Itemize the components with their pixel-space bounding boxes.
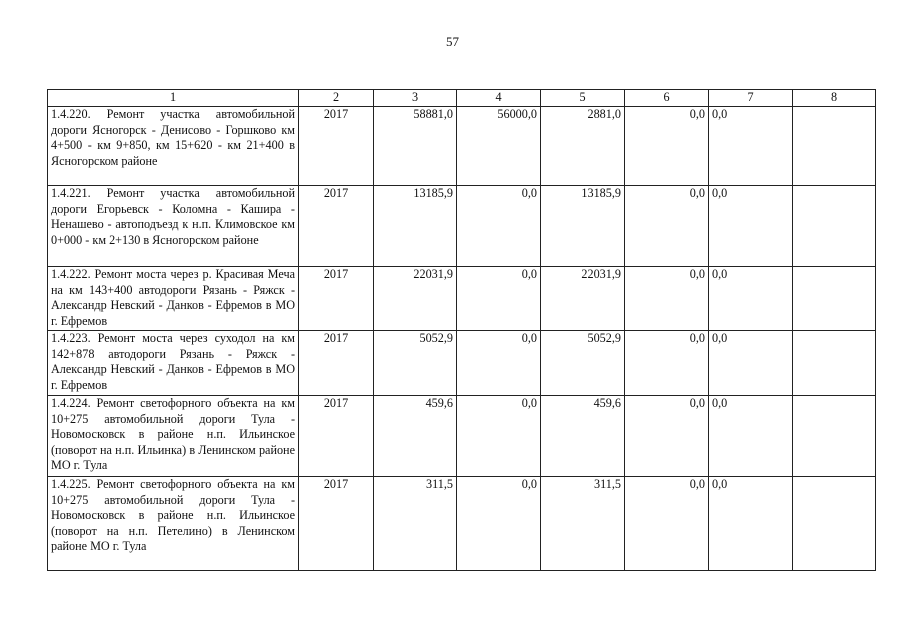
row-description: 1.4.222. Ремонт моста через р. Красивая Меча на км 143+400 автодороги Рязань - Ряжск - Александр Невский - Данков - Ефремов в МО г. Ефремов <box>48 267 299 331</box>
column-header: 6 <box>625 90 709 107</box>
row-value-col3: 5052,9 <box>374 331 457 396</box>
row-value-col6: 0,0 <box>625 331 709 396</box>
row-year: 2017 <box>299 267 374 331</box>
row-value-col8 <box>793 186 876 267</box>
row-value-col5: 459,6 <box>541 396 625 477</box>
row-value-col5: 2881,0 <box>541 107 625 186</box>
row-value-col8 <box>793 331 876 396</box>
row-description: 1.4.225. Ремонт светофорного объекта на км 10+275 автомобильной дороги Тула - Новомосковск в районе н.п. Ильинское (поворот на н.п. Петелино) в Ленинском районе МО г. Тула <box>48 477 299 571</box>
row-description: 1.4.223. Ремонт моста через суходол на км 142+878 автодороги Рязань - Ряжск - Александр Невский - Данков - Ефремов в МО г. Ефремов <box>48 331 299 396</box>
row-value-col4: 0,0 <box>457 267 541 331</box>
row-value-col7: 0,0 <box>709 107 793 186</box>
row-value-col3: 58881,0 <box>374 107 457 186</box>
row-value-col5: 22031,9 <box>541 267 625 331</box>
table-row <box>48 396 876 477</box>
row-value-col7: 0,0 <box>709 331 793 396</box>
row-value-col8 <box>793 267 876 331</box>
row-value-col7: 0,0 <box>709 477 793 571</box>
table-row <box>48 107 876 186</box>
column-header: 4 <box>457 90 541 107</box>
row-value-col6: 0,0 <box>625 107 709 186</box>
row-year: 2017 <box>299 396 374 477</box>
row-value-col3: 13185,9 <box>374 186 457 267</box>
budget-table <box>47 89 876 571</box>
row-value-col8 <box>793 477 876 571</box>
column-header: 1 <box>48 90 299 107</box>
row-value-col5: 5052,9 <box>541 331 625 396</box>
row-value-col4: 56000,0 <box>457 107 541 186</box>
row-year: 2017 <box>299 331 374 396</box>
row-value-col8 <box>793 107 876 186</box>
column-header: 7 <box>709 90 793 107</box>
table-row <box>48 186 876 267</box>
row-value-col4: 0,0 <box>457 331 541 396</box>
row-value-col4: 0,0 <box>457 186 541 267</box>
row-value-col5: 311,5 <box>541 477 625 571</box>
row-value-col6: 0,0 <box>625 267 709 331</box>
row-year: 2017 <box>299 186 374 267</box>
row-value-col7: 0,0 <box>709 186 793 267</box>
row-value-col6: 0,0 <box>625 477 709 571</box>
row-value-col6: 0,0 <box>625 186 709 267</box>
table-row <box>48 331 876 396</box>
row-value-col7: 0,0 <box>709 267 793 331</box>
column-header: 5 <box>541 90 625 107</box>
column-header: 8 <box>793 90 876 107</box>
table-row <box>48 477 876 571</box>
page-number: 57 <box>446 34 459 49</box>
row-description: 1.4.224. Ремонт светофорного объекта на км 10+275 автомобильной дороги Тула - Новомосковск в районе н.п. Ильинское (поворот на н.п. Ильинка) в Ленинском районе МО г. Тула <box>48 396 299 477</box>
row-description: 1.4.221. Ремонт участка автомобильной дороги Егорьевск - Коломна - Кашира - Ненашево - автоподъезд к н.п. Климовское км 0+000 - км 2+130 в Ясногорском районе <box>48 186 299 267</box>
row-value-col4: 0,0 <box>457 477 541 571</box>
column-header: 2 <box>299 90 374 107</box>
row-year: 2017 <box>299 107 374 186</box>
row-value-col6: 0,0 <box>625 396 709 477</box>
row-value-col3: 459,6 <box>374 396 457 477</box>
row-description: 1.4.220. Ремонт участка автомобильной дороги Ясногорск - Денисово - Горшково км 4+500 - км 9+850, км 15+620 - км 21+400 в Ясногорском районе <box>48 107 299 186</box>
row-value-col3: 22031,9 <box>374 267 457 331</box>
column-header: 3 <box>374 90 457 107</box>
row-value-col7: 0,0 <box>709 396 793 477</box>
row-value-col5: 13185,9 <box>541 186 625 267</box>
table-header-row <box>48 90 876 107</box>
row-value-col4: 0,0 <box>457 396 541 477</box>
row-year: 2017 <box>299 477 374 571</box>
row-value-col3: 311,5 <box>374 477 457 571</box>
row-value-col8 <box>793 396 876 477</box>
table-row <box>48 267 876 331</box>
